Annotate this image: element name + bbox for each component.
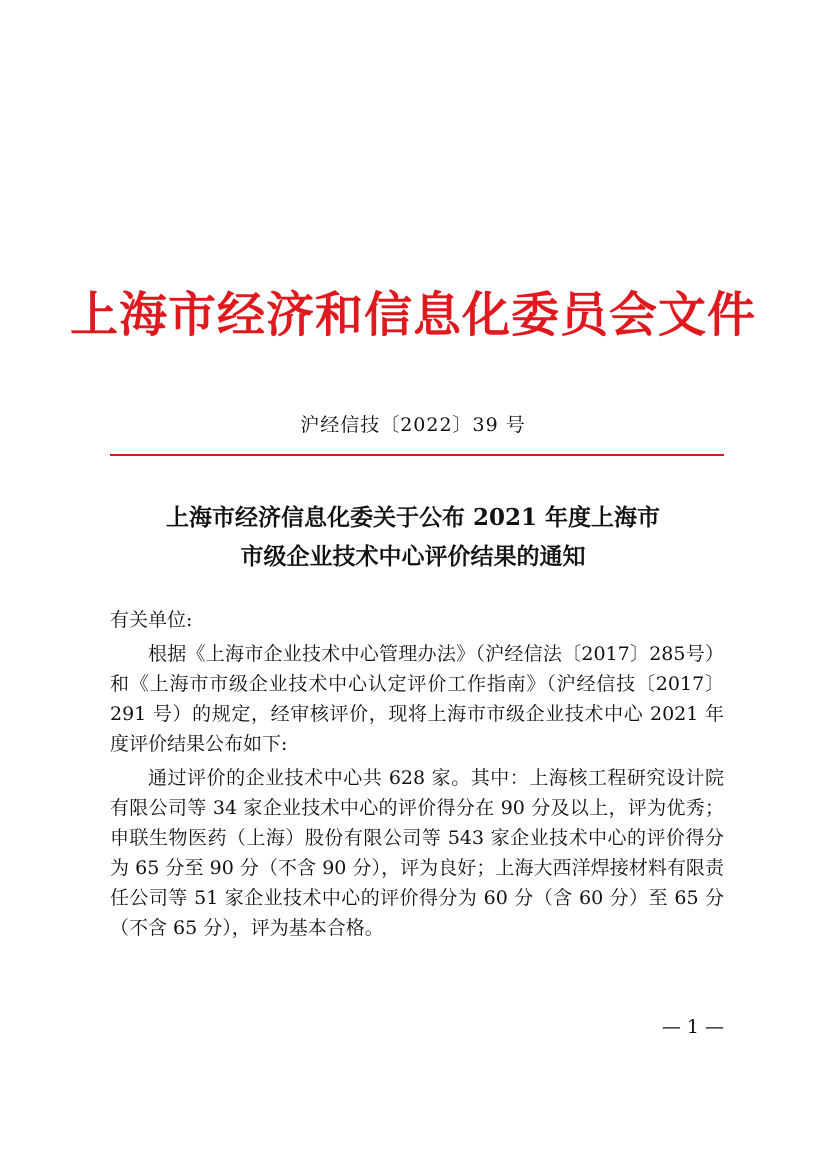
body-paragraph-results: 通过评价的企业技术中心共 628 家。其中：上海核工程研究设计院有限公司等 34 家企业技术中心的评价得分在 90 分及以上，评为优秀；申联生物医药（上海）股份有限公司等 543 家企业技术中心的评价得分为 65 分至 90 分（不含 90 分），评为良好；上海大西洋焊接材料有限责任公司等 51 家企业技术中心的评价得分为 60 分（含 60 分）至 65 分（不含 65 分），评为基本合格。 bbox=[110, 767, 724, 939]
red-divider-line bbox=[110, 454, 724, 456]
notice-title-line-1: 上海市经济信息化委关于公布 2021 年度上海市 bbox=[165, 504, 661, 531]
document-masthead: 上海市经济和信息化委员会文件 bbox=[69, 287, 756, 343]
notice-body bbox=[110, 605, 724, 943]
body-paragraph-basis: 根据《上海市企业技术中心管理办法》（沪经信法〔2017〕285号）和《上海市市级企业技术中心认定评价工作指南》（沪经信技〔2017〕291 号）的规定，经审核评价，现将上海市市级企业技术中心 2021 年度评价结果公布如下: bbox=[110, 643, 724, 755]
notice-title bbox=[0, 498, 826, 576]
page-number: — 1 — bbox=[661, 1016, 724, 1038]
notice-title-line-2: 市级企业技术中心评价结果的通知 bbox=[240, 543, 586, 570]
document-number: 沪经信技〔2022〕39 号 bbox=[300, 414, 526, 436]
salutation: 有关单位: bbox=[110, 609, 193, 631]
